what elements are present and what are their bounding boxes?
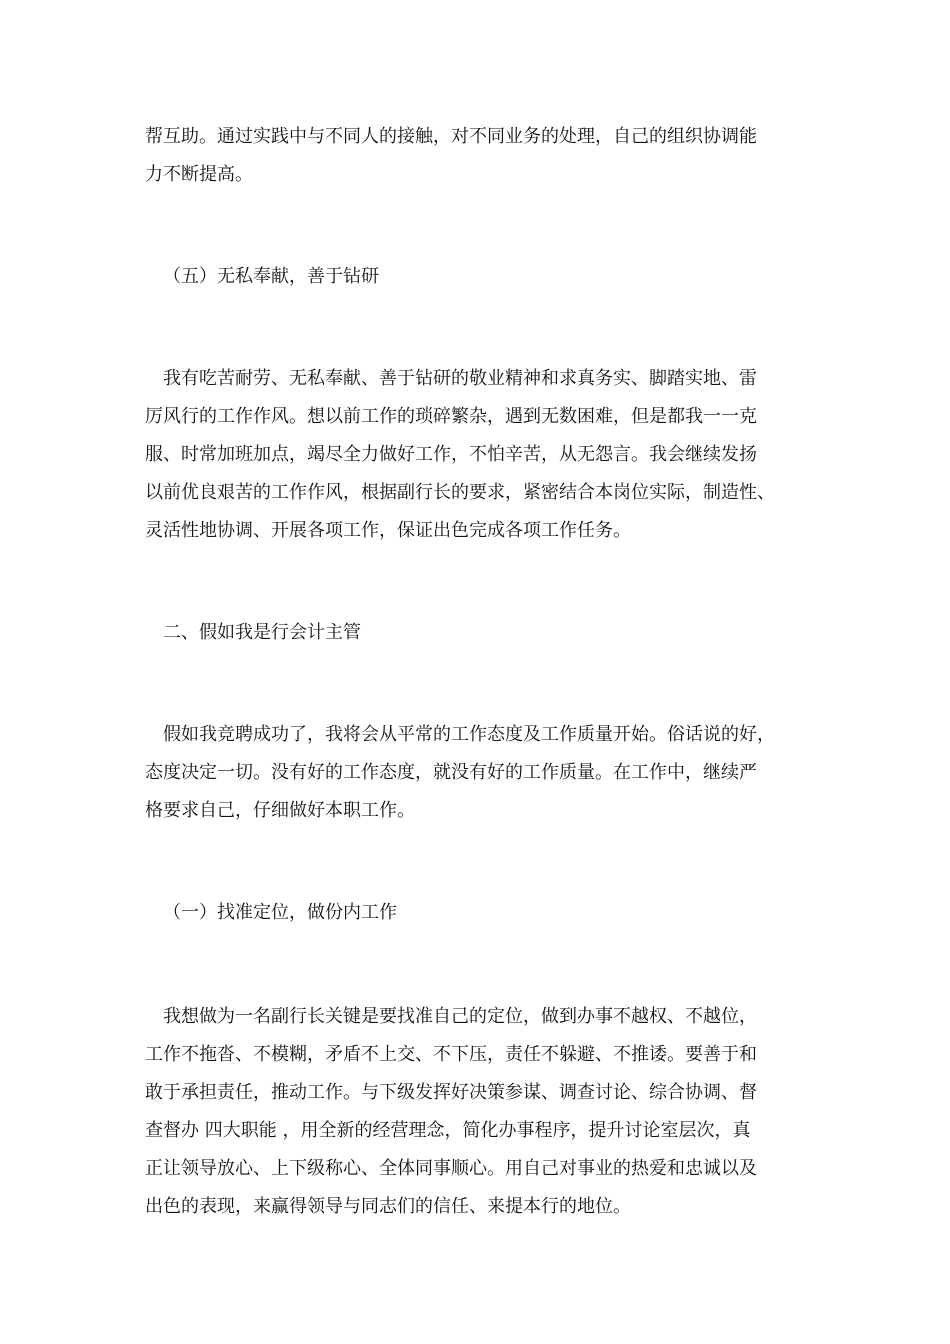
text-line: 厉风行的工作作风。想以前工作的琐碎繁杂，遇到无数困难，但是都我一一克 xyxy=(145,406,757,427)
paragraph-continued xyxy=(145,118,810,194)
text-line: 出色的表现，来赢得领导与同志们的信任、来提本行的地位。 xyxy=(145,1196,631,1217)
section-heading-two xyxy=(145,614,810,652)
text-line: 以前优良艰苦的工作作风，根据副行长的要求，紧密结合本岗位实际，制造性、 xyxy=(145,482,775,503)
text-line: 服、时常加班加点，竭尽全力做好工作，不怕辛苦，从无怨言。我会继续发扬 xyxy=(145,444,757,465)
heading-text: 二、假如我是行会计主管 xyxy=(163,622,361,643)
text-line: 我有吃苦耐劳、无私奉献、善于钻研的敬业精神和求真务实、脚踏实地、雷 xyxy=(163,368,757,389)
text-line: 态度决定一切。没有好的工作态度，就没有好的工作质量。在工作中，继续严 xyxy=(145,762,757,783)
text-line: 格要求自己，仔细做好本职工作。 xyxy=(145,800,415,821)
text-line: 正让领导放心、上下级称心、全体同事顺心。用自己对事业的热爱和忠诚以及 xyxy=(145,1158,757,1179)
text-line: 工作不拖沓、不模糊，矛盾不上交、不下压，责任不躲避、不推诿。要善于和 xyxy=(145,1044,757,1065)
text-line: 灵活性地协调、开展各项工作，保证出色完成各项工作任务。 xyxy=(145,520,631,541)
text-line: 敢于承担责任，推动工作。与下级发挥好决策参谋、调查讨论、综合协调、督 xyxy=(145,1082,757,1103)
text-line: 力不断提高。 xyxy=(145,164,253,185)
paragraph-two xyxy=(145,716,810,830)
text-line: 假如我竞聘成功了，我将会从平常的工作态度及工作质量开始。俗话说的好， xyxy=(163,724,775,745)
paragraph-five xyxy=(145,360,810,550)
text-line: 查督办 四大职能 ，用全新的经营理念，简化办事程序，提升讨论室层次，真 xyxy=(145,1120,751,1141)
text-line: 我想做为一名副行长关键是要找准自己的定位，做到办事不越权、不越位， xyxy=(163,1006,757,1027)
text-line: 帮互助。通过实践中与不同人的接触，对不同业务的处理，自己的组织协调能 xyxy=(145,126,757,147)
section-heading-one xyxy=(145,894,810,932)
heading-text: （一）找准定位，做份内工作 xyxy=(163,902,397,923)
paragraph-one xyxy=(145,998,810,1226)
section-heading-five xyxy=(145,258,810,296)
heading-text: （五）无私奉献，善于钻研 xyxy=(163,266,379,287)
